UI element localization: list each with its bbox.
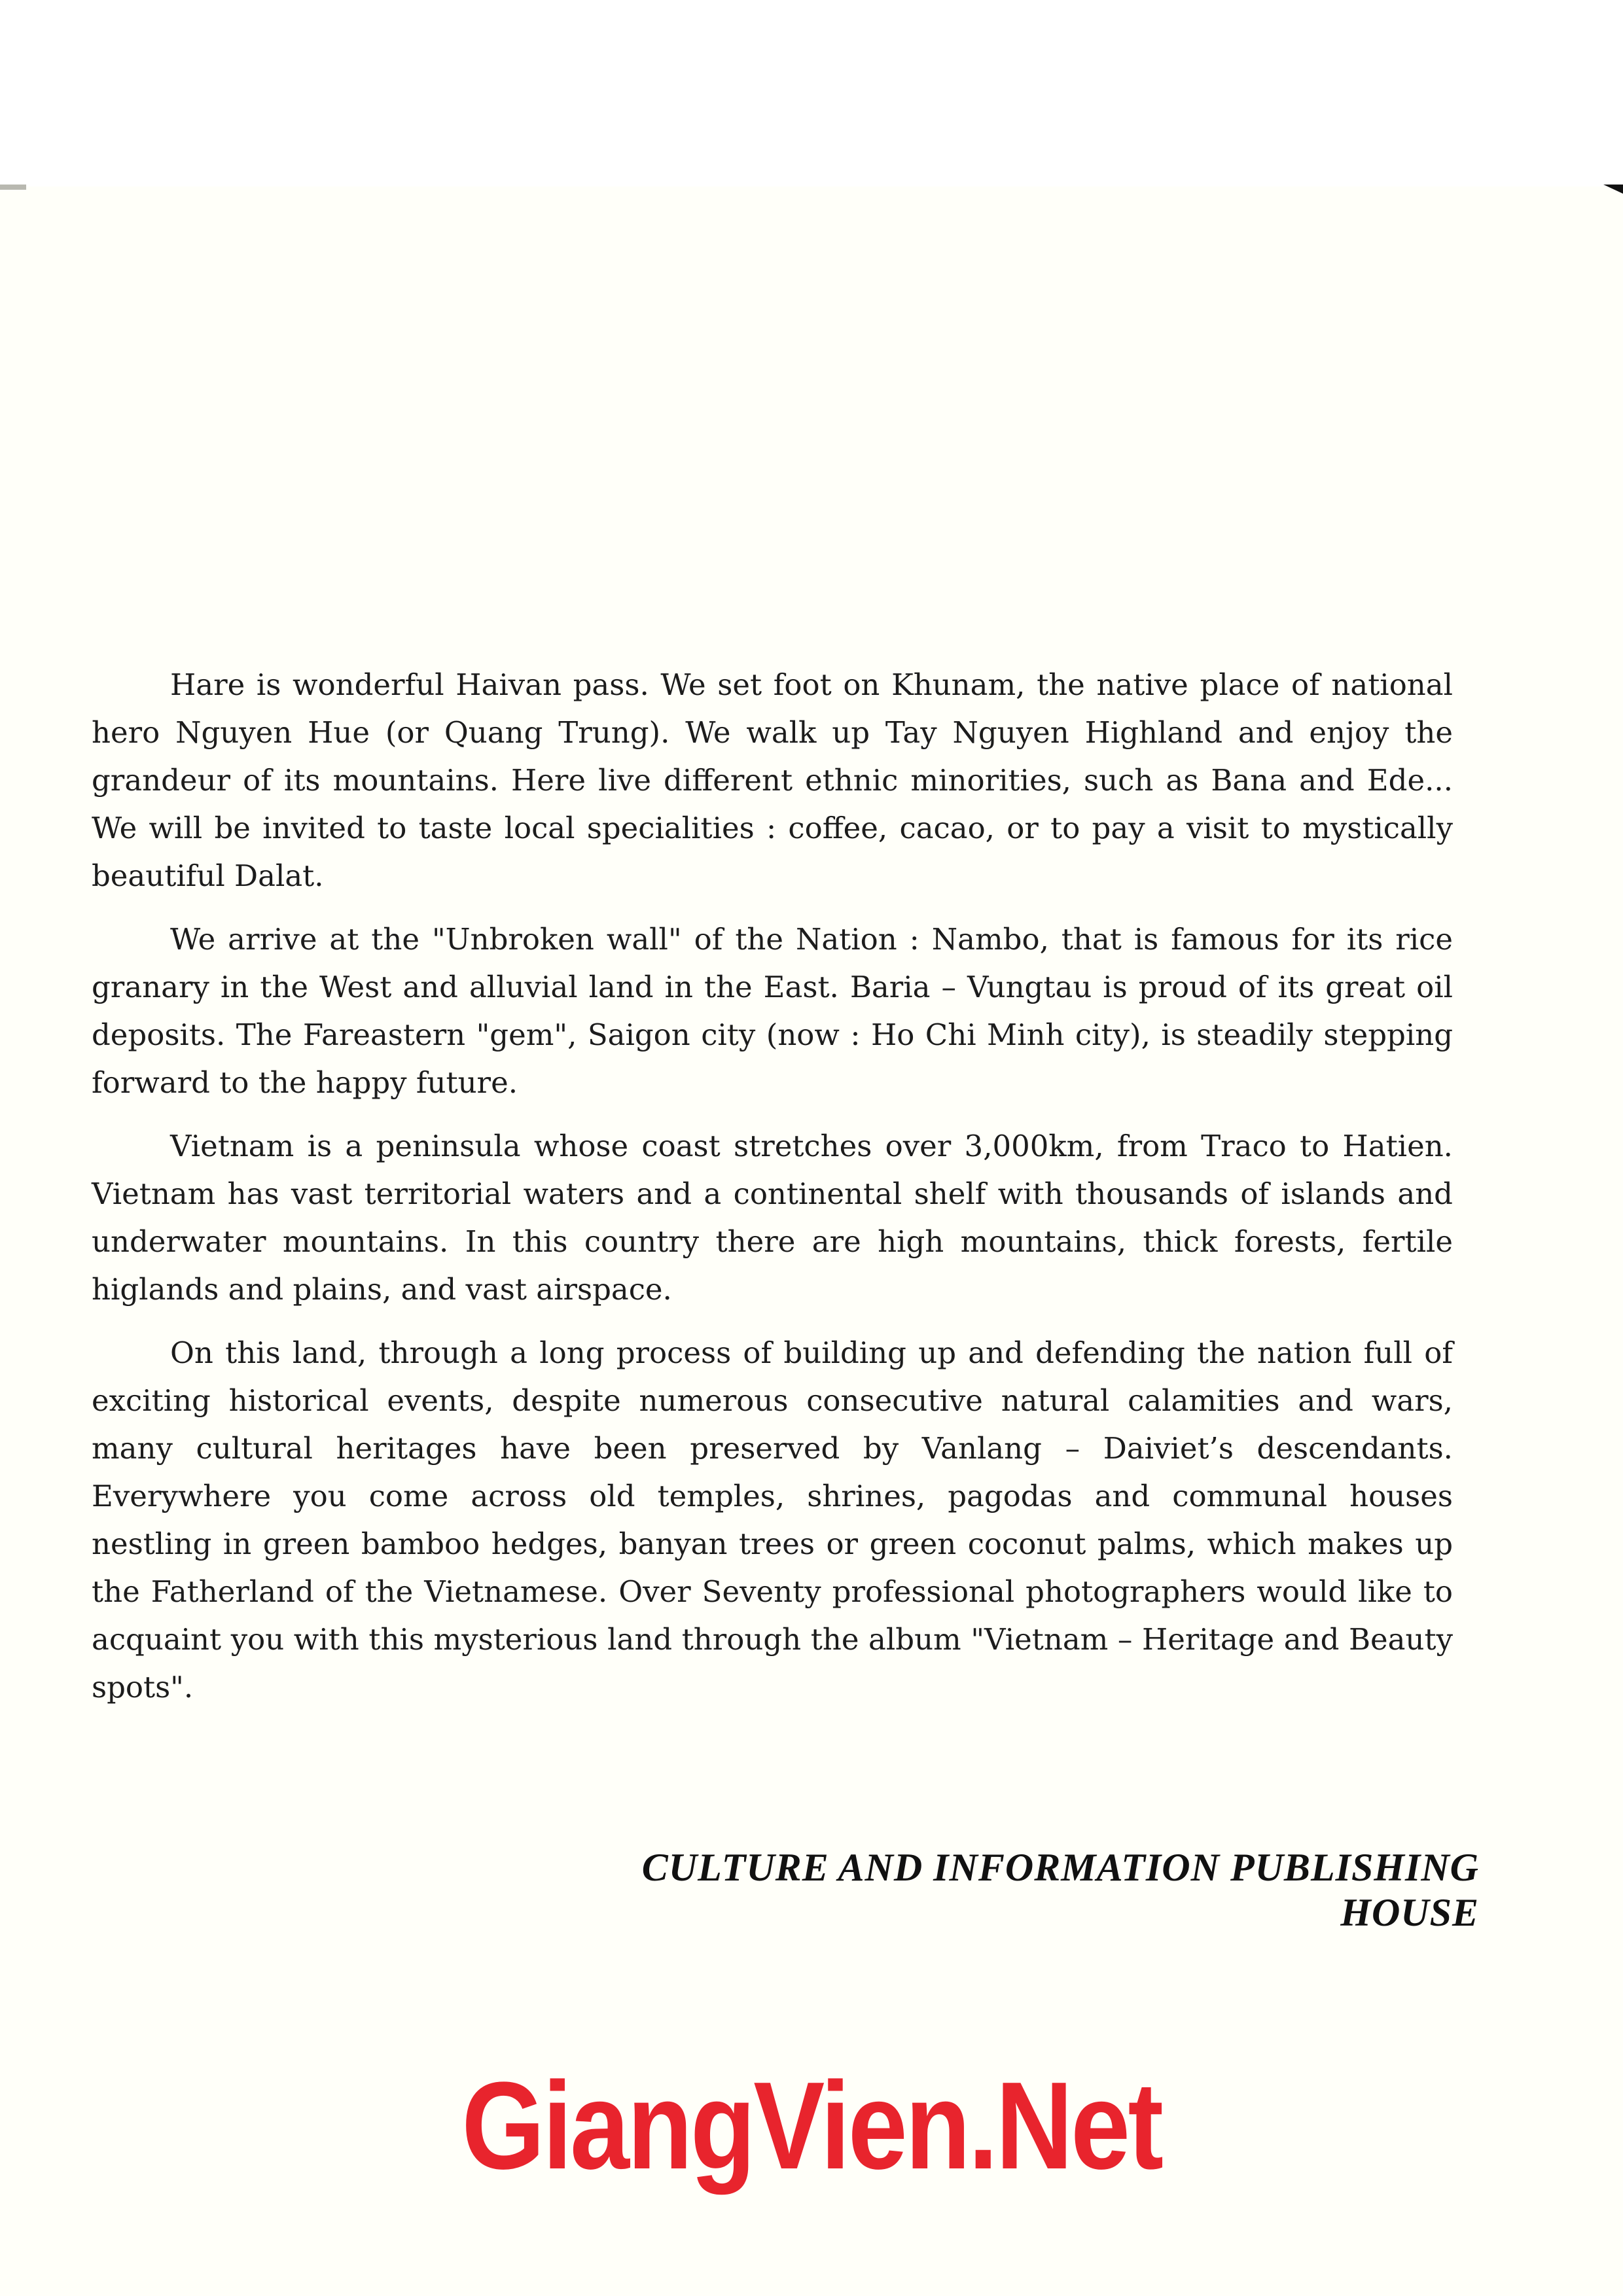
body-text	[92, 661, 1453, 1727]
paragraph-nambo: We arrive at the "Unbroken wall" of the Nation : Nambo, that is famous for its rice granary in the West and alluvial land in the East. Baria – Vungtau is proud of its great oil deposits. The Fareastern "gem", Saigon city (now : Ho Chi Minh city), is steadily stepping forward to the happy future.	[92, 922, 1453, 1100]
site-watermark: GiangVien.Net	[461, 2057, 1162, 2195]
paragraph-heritage: On this land, through a long process of building up and defending the nation full of exciting historical events, despite numerous consecutive natural calamities and wars, many cultural heritages have been preserved by Vanlang – Daiviet’s descendants. Everywhere you come across old temples, shrines, pagodas and communal houses nestling in green bamboo hedges, banyan trees or green coconut palms, which makes up the Fatherland of the Vietnamese. Over Seventy professional photographers would like to acquaint you with this mysterious land through the album "Vietnam – Heritage and Beauty spots".	[92, 1335, 1453, 1704]
paragraph-haivan-pass: Hare is wonderful Haivan pass. We set foot on Khunam, the native place of national hero Nguyen Hue (or Quang Trung). We walk up Tay Nguyen Highland and enjoy the grandeur of its mountains. Here live different ethnic minorities, such as Bana and Ede... We will be invited to taste local specialities : coffee, cacao, or to pay a visit to mystically beautiful Dalat.	[92, 667, 1453, 893]
publisher-signature: CULTURE AND INFORMATION PUBLISHING HOUSE	[641, 1846, 1479, 1934]
scan-edge-mark-left	[0, 185, 26, 190]
scan-edge-mark-right	[1603, 185, 1623, 194]
paragraph-peninsula: Vietnam is a peninsula whose coast stretches over 3,000km, from Traco to Hatien. Vietnam has vast territorial waters and a continental shelf with thousands of islands and underwater mountains. In this country there are high mountains, thick forests, fertile higlands and plains, and vast airspace.	[92, 1129, 1453, 1307]
